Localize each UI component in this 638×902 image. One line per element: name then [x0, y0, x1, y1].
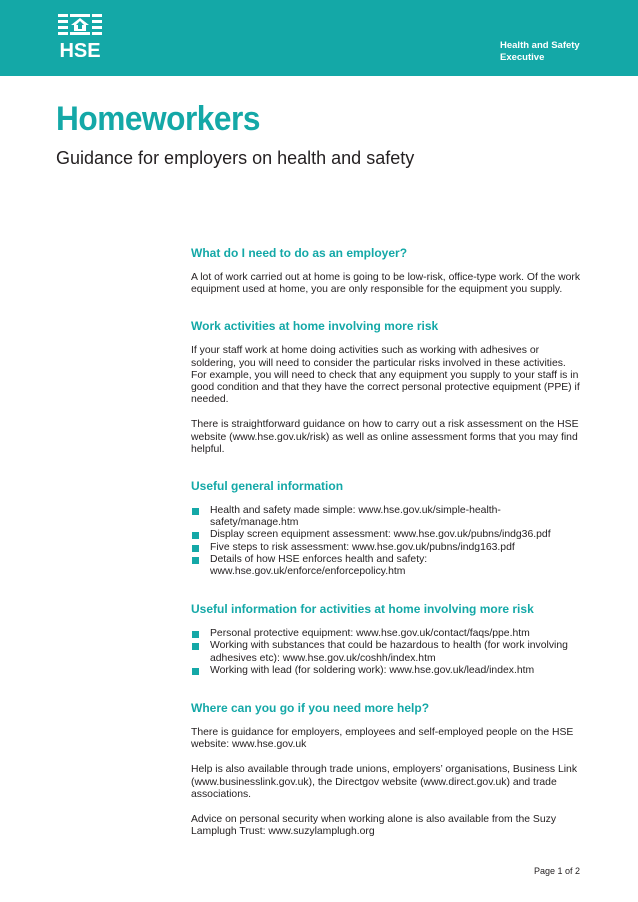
- list-item: [191, 640, 581, 664]
- section-heading: Useful information for activities at home involving more risk: [191, 602, 534, 617]
- list-item: [191, 529, 581, 541]
- document-subtitle: Guidance for employers on health and safety: [56, 148, 415, 168]
- list-item-text: Five steps to risk assessment: www.hse.gov.uk/pubns/indg163.pdf: [210, 541, 515, 553]
- section-heading: Where can you go if you need more help?: [191, 701, 430, 716]
- list-item: [191, 542, 581, 554]
- bullet-square-icon: [192, 668, 199, 675]
- bullet-square-icon: [192, 532, 199, 539]
- list-item-text: Personal protective equipment: www.hse.gov.uk/contact/faqs/ppe.htm: [210, 628, 530, 640]
- section-higher-risk-activities: [191, 319, 581, 456]
- list-item: [191, 628, 581, 640]
- section-employer-duties: [191, 246, 581, 296]
- paragraph: A lot of work carried out at home is going to be low-risk, office-type work. Of the work equipment used at home, you are only responsible for the equipment you supply.: [191, 272, 581, 296]
- paragraph: There is guidance for employers, employees and self-employed people on the HSE website: www.hse.gov.uk: [191, 727, 574, 751]
- bullet-square-icon: [192, 631, 199, 638]
- section-heading: What do I need to do as an employer?: [191, 246, 408, 260]
- paragraph: Advice on personal security when working alone is also available from the Suzy Lamplugh Trust: www.suzylamplugh.org: [191, 814, 557, 838]
- bullet-square-icon: [192, 508, 199, 515]
- org-line-1: Health and Safety: [500, 40, 580, 51]
- list-item: [191, 554, 581, 578]
- list-item-text: Display screen equipment assessment: www.hse.gov.uk/pubns/indg36.pdf: [210, 529, 551, 541]
- paragraph: Help is also available through trade unions, employers’ organisations, Business Link (www.businesslink.gov.uk), the Directgov website (www.direct.gov.uk) and trade associations.: [191, 764, 578, 800]
- list-item-text: Health and safety made simple: www.hse.gov.uk/simple-health-safety/manage.htm: [210, 505, 501, 529]
- bullet-square-icon: [192, 643, 199, 650]
- section-general-information: [191, 479, 581, 578]
- bullet-list: [191, 505, 581, 578]
- header-banner: [0, 0, 638, 76]
- paragraph: There is straightforward guidance on how to carry out a risk assessment on the HSE website (www.hse.gov.uk/risk) as well as online assessment forms that you may find helpful.: [191, 419, 579, 455]
- bullet-list: [191, 628, 581, 677]
- list-item: [191, 505, 581, 529]
- page-number: Page 1 of 2: [534, 866, 581, 876]
- section-more-help: [191, 701, 581, 838]
- section-heading: Work activities at home involving more risk: [191, 319, 439, 334]
- paragraph: If your staff work at home doing activities such as working with adhesives or soldering, you will need to consider the particular risks involved in these activities. For example, you will need to check that any equipment you supply to your staff is in good condition and that they have the correct personal protective equipment (PPE) if needed.: [191, 345, 580, 406]
- list-item-text: Working with substances that could be hazardous to health (for work involving adhesives etc): www.hse.gov.uk/coshh/index.htm: [210, 640, 568, 664]
- section-higher-risk-information: [191, 602, 581, 677]
- document-title: Homeworkers: [56, 100, 261, 138]
- logo-text: HSE: [59, 40, 101, 62]
- bullet-square-icon: [192, 557, 199, 564]
- organisation-name: [500, 40, 630, 64]
- list-item-text: Working with lead (for soldering work): www.hse.gov.uk/lead/index.htm: [210, 664, 535, 676]
- list-item-text: Details of how HSE enforces health and safety: www.hse.gov.uk/enforce/enforcepolicy.htm: [210, 553, 428, 578]
- section-heading: Useful general information: [191, 479, 344, 494]
- org-line-2: Executive: [500, 52, 545, 63]
- bullet-square-icon: [192, 545, 199, 552]
- document-body: [191, 246, 581, 851]
- list-item: [191, 665, 581, 677]
- hse-logo: [56, 12, 106, 62]
